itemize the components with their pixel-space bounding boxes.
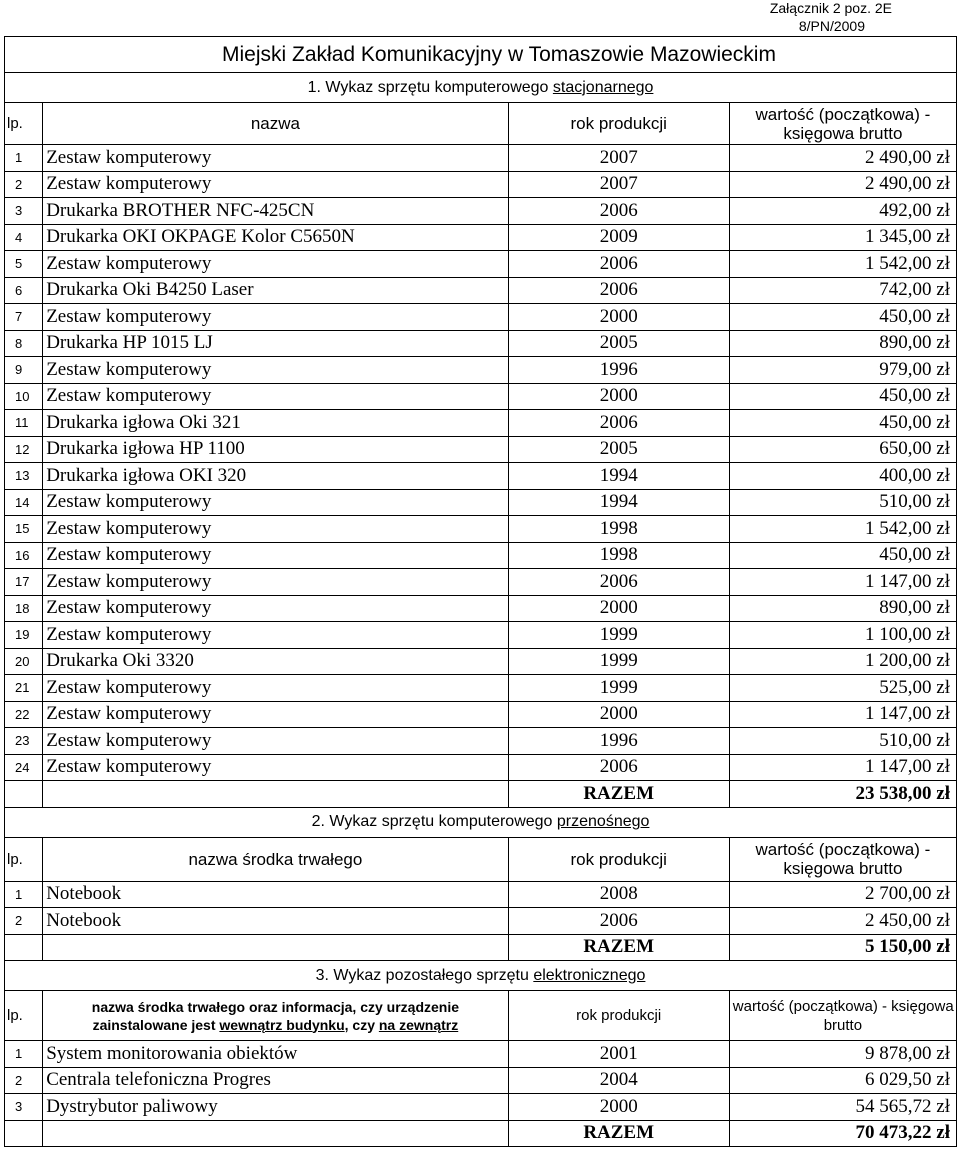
table-row [5, 569, 957, 596]
row-year: 1994 [508, 489, 729, 516]
annex-reference: Załącznik 2 poz. 2E [769, 0, 892, 16]
row-lp: 24 [5, 754, 43, 781]
total-value: 70 473,22 zł [729, 1120, 956, 1147]
row-name: Notebook [43, 881, 508, 908]
row-value: 492,00 zł [729, 198, 956, 225]
header-value: wartość (początkowa) - księgowa brutto [729, 103, 956, 145]
row-year: 2004 [508, 1067, 729, 1094]
row-name: Drukarka igłowa Oki 321 [43, 410, 508, 437]
row-value: 1 100,00 zł [729, 622, 956, 649]
row-value: 742,00 zł [729, 277, 956, 304]
table-row [5, 330, 957, 357]
row-name: Zestaw komputerowy [43, 675, 508, 702]
row-lp: 22 [5, 701, 43, 728]
row-year: 1999 [508, 622, 729, 649]
table-row [5, 489, 957, 516]
section1-title: 1. Wykaz sprzętu komputerowego stacjonarnego [5, 73, 957, 103]
row-value: 510,00 zł [729, 489, 956, 516]
total-label: RAZEM [508, 934, 729, 961]
row-value: 2 490,00 zł [729, 145, 956, 172]
header-year: rok produkcji [508, 103, 729, 145]
header-lp: lp. [5, 103, 43, 145]
row-year: 2001 [508, 1041, 729, 1068]
row-year: 1996 [508, 357, 729, 384]
row-value: 2 450,00 zł [729, 908, 956, 935]
row-lp: 5 [5, 251, 43, 278]
table-row [5, 754, 957, 781]
row-value: 979,00 zł [729, 357, 956, 384]
row-year: 2008 [508, 881, 729, 908]
row-year: 2006 [508, 410, 729, 437]
section3-title-row [5, 961, 957, 991]
row-lp: 21 [5, 675, 43, 702]
table-row [5, 436, 957, 463]
row-name: Drukarka Oki 3320 [43, 648, 508, 675]
row-value: 890,00 zł [729, 595, 956, 622]
row-name: Zestaw komputerowy [43, 701, 508, 728]
row-name: System monitorowania obiektów [43, 1041, 508, 1068]
section2-title-row [5, 807, 957, 837]
table-row [5, 357, 957, 384]
table-row [5, 542, 957, 569]
section2-header-row [5, 837, 957, 881]
table-row [5, 622, 957, 649]
row-lp: 11 [5, 410, 43, 437]
row-year: 2006 [508, 569, 729, 596]
table-row [5, 277, 957, 304]
row-lp: 10 [5, 383, 43, 410]
row-lp: 1 [5, 881, 43, 908]
row-value: 9 878,00 zł [729, 1041, 956, 1068]
row-year: 2000 [508, 383, 729, 410]
row-value: 1 147,00 zł [729, 569, 956, 596]
row-lp: 7 [5, 304, 43, 331]
row-name: Dystrybutor paliwowy [43, 1094, 508, 1121]
row-lp: 4 [5, 224, 43, 251]
header-year: rok produkcji [508, 837, 729, 881]
row-year: 1999 [508, 648, 729, 675]
row-name: Drukarka OKI OKPAGE Kolor C5650N [43, 224, 508, 251]
row-value: 400,00 zł [729, 463, 956, 490]
row-name: Drukarka igłowa HP 1100 [43, 436, 508, 463]
row-name: Zestaw komputerowy [43, 516, 508, 543]
table-row [5, 251, 957, 278]
section1-title-row [5, 73, 957, 103]
row-lp: 16 [5, 542, 43, 569]
row-value: 450,00 zł [729, 410, 956, 437]
row-name: Zestaw komputerowy [43, 489, 508, 516]
table-row [5, 516, 957, 543]
row-name: Zestaw komputerowy [43, 304, 508, 331]
row-year: 2006 [508, 198, 729, 225]
table-row [5, 1067, 957, 1094]
row-lp: 15 [5, 516, 43, 543]
total-value: 23 538,00 zł [729, 781, 956, 808]
row-lp: 20 [5, 648, 43, 675]
row-value: 450,00 zł [729, 383, 956, 410]
organization-title: Miejski Zakład Komunikacyjny w Tomaszowie Mazowieckim [5, 37, 957, 73]
row-year: 1994 [508, 463, 729, 490]
table-row [5, 648, 957, 675]
table-row [5, 224, 957, 251]
table-row [5, 1094, 957, 1121]
section2-total-row [5, 934, 957, 961]
table-row [5, 410, 957, 437]
section1-header-row [5, 103, 957, 145]
row-value: 2 700,00 zł [729, 881, 956, 908]
row-lp: 14 [5, 489, 43, 516]
row-name: Zestaw komputerowy [43, 728, 508, 755]
header-name: nazwa środka trwałego [43, 837, 508, 881]
row-value: 1 542,00 zł [729, 516, 956, 543]
row-name: Zestaw komputerowy [43, 569, 508, 596]
row-year: 2000 [508, 1094, 729, 1121]
row-name: Drukarka BROTHER NFC-425CN [43, 198, 508, 225]
annex-header [0, 0, 960, 32]
row-lp: 9 [5, 357, 43, 384]
row-lp: 2 [5, 171, 43, 198]
row-name: Zestaw komputerowy [43, 383, 508, 410]
table-row [5, 881, 957, 908]
header-value: wartość (początkowa) - księgowa brutto [729, 991, 956, 1041]
row-value: 1 200,00 zł [729, 648, 956, 675]
row-lp: 3 [5, 1094, 43, 1121]
row-name: Zestaw komputerowy [43, 357, 508, 384]
table-row [5, 383, 957, 410]
table-row [5, 728, 957, 755]
section3-total-row [5, 1120, 957, 1147]
row-value: 1 542,00 zł [729, 251, 956, 278]
row-lp: 3 [5, 198, 43, 225]
table-row [5, 1041, 957, 1068]
table-row [5, 701, 957, 728]
row-name: Centrala telefoniczna Progres [43, 1067, 508, 1094]
row-value: 510,00 zł [729, 728, 956, 755]
row-lp: 19 [5, 622, 43, 649]
row-name: Zestaw komputerowy [43, 171, 508, 198]
row-lp: 2 [5, 1067, 43, 1094]
row-year: 2007 [508, 171, 729, 198]
row-name: Zestaw komputerowy [43, 145, 508, 172]
header-name: nazwa środka trwałego oraz informacja, czy urządzenie zainstalowane jest wewnątrz budynku, czy na zewnątrz [43, 991, 508, 1041]
table-row [5, 145, 957, 172]
section3-title: 3. Wykaz pozostałego sprzętu elektronicznego [5, 961, 957, 991]
row-lp: 1 [5, 145, 43, 172]
section1-total-row [5, 781, 957, 808]
section2-title: 2. Wykaz sprzętu komputerowego przenośnego [5, 807, 957, 837]
row-name: Zestaw komputerowy [43, 542, 508, 569]
row-lp: 18 [5, 595, 43, 622]
row-year: 2000 [508, 304, 729, 331]
row-value: 890,00 zł [729, 330, 956, 357]
header-name: nazwa [43, 103, 508, 145]
table-row [5, 198, 957, 225]
row-value: 525,00 zł [729, 675, 956, 702]
table-row [5, 171, 957, 198]
row-year: 1999 [508, 675, 729, 702]
row-year: 2006 [508, 251, 729, 278]
row-year: 2005 [508, 436, 729, 463]
case-number: 8/PN/2009 [798, 18, 865, 34]
row-year: 1998 [508, 542, 729, 569]
row-value: 650,00 zł [729, 436, 956, 463]
row-lp: 6 [5, 277, 43, 304]
header-value: wartość (początkowa) - księgowa brutto [729, 837, 956, 881]
table-row [5, 908, 957, 935]
row-year: 2009 [508, 224, 729, 251]
total-label: RAZEM [508, 1120, 729, 1147]
row-value: 450,00 zł [729, 542, 956, 569]
total-label: RAZEM [508, 781, 729, 808]
row-year: 2000 [508, 701, 729, 728]
row-name: Zestaw komputerowy [43, 754, 508, 781]
row-name: Zestaw komputerowy [43, 251, 508, 278]
row-name: Zestaw komputerowy [43, 595, 508, 622]
row-value: 1 147,00 zł [729, 754, 956, 781]
row-value: 54 565,72 zł [729, 1094, 956, 1121]
header-lp: lp. [5, 991, 43, 1041]
row-value: 1 147,00 zł [729, 701, 956, 728]
row-year: 2006 [508, 908, 729, 935]
row-lp: 17 [5, 569, 43, 596]
table-row [5, 304, 957, 331]
table-row [5, 675, 957, 702]
row-year: 1996 [508, 728, 729, 755]
section1-table [4, 36, 957, 1147]
total-value: 5 150,00 zł [729, 934, 956, 961]
row-year: 2007 [508, 145, 729, 172]
row-value: 2 490,00 zł [729, 171, 956, 198]
table-row [5, 463, 957, 490]
row-lp: 8 [5, 330, 43, 357]
row-year: 2005 [508, 330, 729, 357]
row-lp: 2 [5, 908, 43, 935]
row-value: 1 345,00 zł [729, 224, 956, 251]
header-lp: lp. [5, 837, 43, 881]
row-value: 6 029,50 zł [729, 1067, 956, 1094]
row-name: Drukarka igłowa OKI 320 [43, 463, 508, 490]
row-year: 2000 [508, 595, 729, 622]
section3-header-row [5, 991, 957, 1041]
row-year: 2006 [508, 277, 729, 304]
header-year: rok produkcji [508, 991, 729, 1041]
row-lp: 12 [5, 436, 43, 463]
row-name: Drukarka Oki B4250 Laser [43, 277, 508, 304]
org-title-row [5, 37, 957, 73]
row-name: Notebook [43, 908, 508, 935]
row-name: Drukarka HP 1015 LJ [43, 330, 508, 357]
table-row [5, 595, 957, 622]
row-year: 1998 [508, 516, 729, 543]
row-lp: 1 [5, 1041, 43, 1068]
row-name: Zestaw komputerowy [43, 622, 508, 649]
row-lp: 13 [5, 463, 43, 490]
row-year: 2006 [508, 754, 729, 781]
row-lp: 23 [5, 728, 43, 755]
row-value: 450,00 zł [729, 304, 956, 331]
